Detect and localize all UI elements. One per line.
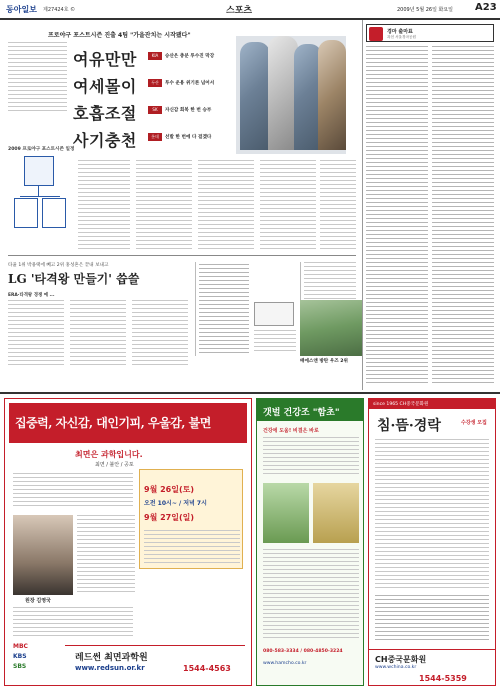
ad-body-text — [13, 473, 133, 509]
seminar-schedule-box — [139, 469, 243, 569]
schedule-chart-caption: 2009 프로야구 포스트시즌 일정 — [8, 147, 75, 152]
race-card-entries — [366, 46, 428, 386]
ads-divider — [0, 392, 500, 394]
postseason-schedule-chart — [8, 146, 75, 231]
cm-url[interactable]: www.wchina.co.kr — [375, 665, 417, 670]
top-story-body-text — [136, 160, 192, 252]
race-card-entries — [432, 46, 494, 386]
race-icon — [369, 27, 383, 41]
schedule-box — [24, 156, 54, 186]
broadcaster-kbs: KBS — [13, 653, 27, 660]
race-card-sub: 과천 서울경마공원 — [387, 35, 416, 39]
hamcho-text — [263, 437, 359, 477]
broadcaster-sbs: SBS — [13, 663, 27, 670]
cm-phone[interactable]: 1544-5359 — [419, 674, 467, 683]
schedule-box — [42, 198, 66, 228]
doctor-bio-text — [77, 515, 135, 595]
cm-title-sub: 수강생 모집 — [461, 420, 487, 426]
newspaper-logo: 동아일보 — [6, 5, 37, 14]
phrase-lotte: 사기충천 — [73, 131, 137, 150]
broadcaster-mbc: MBC — [13, 643, 28, 650]
issue-date: 2009년 5월 26일 화요일 — [397, 7, 454, 13]
cm-footer — [369, 649, 495, 685]
schedule-connector — [38, 186, 39, 196]
team-tag-text-doosan: 투수 운용 위기론 넘어서 — [165, 81, 215, 86]
divider — [8, 255, 356, 256]
schedule-box — [14, 198, 38, 228]
top-story-kicker: 프로야구 포스트시즌 진출 4팀 "가을잔치는 시작됐다" — [48, 32, 191, 39]
top-story-intro-text — [8, 42, 67, 114]
hamcho-headline-bar — [257, 399, 363, 421]
phrase-sk: 호흡조절 — [73, 104, 137, 123]
top-story-body-text — [198, 160, 254, 252]
column-rule — [362, 20, 363, 390]
page-header — [0, 0, 500, 20]
ad-chinese-medicine[interactable] — [368, 398, 496, 686]
product-image — [313, 483, 359, 543]
clinic-phone[interactable]: 1544-4563 — [183, 664, 231, 673]
hamcho-headline: 갯벌 건강조 "함초" — [263, 408, 340, 418]
doctor-name: 원장 김영국 — [25, 598, 51, 604]
hamcho-sub: 건강에 도움! 비결은 바로 — [263, 428, 319, 434]
hamcho-url[interactable]: www.hamcho.co.kr — [263, 661, 307, 666]
phrase-doosan: 여세몰이 — [73, 77, 137, 96]
lg-story-title: LG '타격왕 만들기' 씁쓸 — [8, 272, 140, 286]
chart-legend-text — [254, 330, 296, 354]
seminar-date-1: 9월 26일(토) — [144, 485, 194, 494]
team-tag-text-lotte: 선발 한 번에 다 걸겠다 — [165, 135, 212, 140]
hamcho-body-text — [263, 549, 359, 639]
scoreboard-chart — [252, 262, 298, 356]
cm-schedule-text — [375, 595, 489, 643]
cm-org: CH중국문화원 — [375, 655, 427, 664]
golf-photo-caption: 배에스앤 방탄 우즈 2위 — [300, 359, 348, 364]
ad-hypnosis-clinic[interactable] — [4, 398, 252, 686]
cm-topbar — [369, 399, 495, 409]
section-title: 스포츠 — [226, 6, 253, 16]
seminar-time: 오전 10시~ / 저녁 7시 — [144, 500, 207, 507]
cm-title: 침·뜸·경락 — [377, 418, 441, 434]
clinic-logo-name: 레드썬 최면과학원 — [75, 653, 148, 663]
doctor-photo — [13, 515, 73, 595]
product-image — [263, 483, 309, 543]
clinic-footer — [65, 645, 245, 681]
ad-subsub: 최면 / 불안 / 공포 — [95, 462, 134, 468]
ad-headline-bar — [9, 403, 247, 443]
top-story-body-text — [260, 160, 316, 252]
page-number: A23 — [475, 2, 497, 13]
race-card-title: 경마 출마표 — [387, 29, 413, 35]
team-tag-doosan: 두산 — [148, 79, 162, 87]
player-photo — [318, 40, 346, 150]
top-story-body-text — [320, 160, 356, 252]
schedule-connector — [20, 196, 60, 197]
team-tag-kia: KIA — [148, 52, 162, 60]
team-tag-text-kia: 승산은 충분 투수진 막강 — [165, 54, 215, 59]
seminar-text — [144, 530, 240, 564]
lg-story-body-text — [70, 300, 126, 366]
top-story-body-text — [78, 160, 130, 252]
cm-body-text — [375, 439, 489, 589]
ad-subheadline: 최면은 과학입니다. — [75, 450, 143, 459]
ad-body-text-2 — [13, 607, 133, 637]
cm-since: since 1965 CH중국문화원 — [373, 402, 429, 407]
phrase-kia: 여유만만 — [73, 50, 137, 69]
clinic-url[interactable]: www.redsun.or.kr — [75, 664, 145, 672]
mini-diagram — [254, 302, 294, 326]
players-photo-collage — [236, 36, 346, 154]
lg-story-byline: ERA·타격왕 경쟁 예 ... — [8, 293, 55, 298]
box-score-table — [195, 262, 249, 356]
ad-hamcho[interactable] — [256, 398, 364, 686]
hamcho-phone[interactable]: 080-583-3334 / 080-4850-3224 — [263, 649, 343, 654]
team-tag-sk: SK — [148, 106, 162, 114]
issue-number: 제27424호 © — [43, 7, 76, 13]
seminar-date-2: 9월 27일(일) — [144, 513, 194, 522]
lg-story-body-text — [132, 300, 188, 366]
golf-photo — [300, 300, 362, 356]
box-score-rows — [199, 264, 249, 354]
player-photo — [240, 42, 270, 150]
lg-story-body-text — [8, 300, 64, 366]
team-tag-lotte: 롯데 — [148, 133, 162, 141]
ad-headline: 집중력, 자신감, 대인기피, 우울감, 불면 — [15, 416, 211, 430]
team-tag-text-sk: 자신감 회복 한 번 승부 — [165, 108, 212, 113]
lg-story-kicker: 타율 1위 박용택에 빼고 2위 홍성흔은 끝내 보내고 — [8, 263, 109, 268]
race-card-header — [366, 24, 494, 42]
